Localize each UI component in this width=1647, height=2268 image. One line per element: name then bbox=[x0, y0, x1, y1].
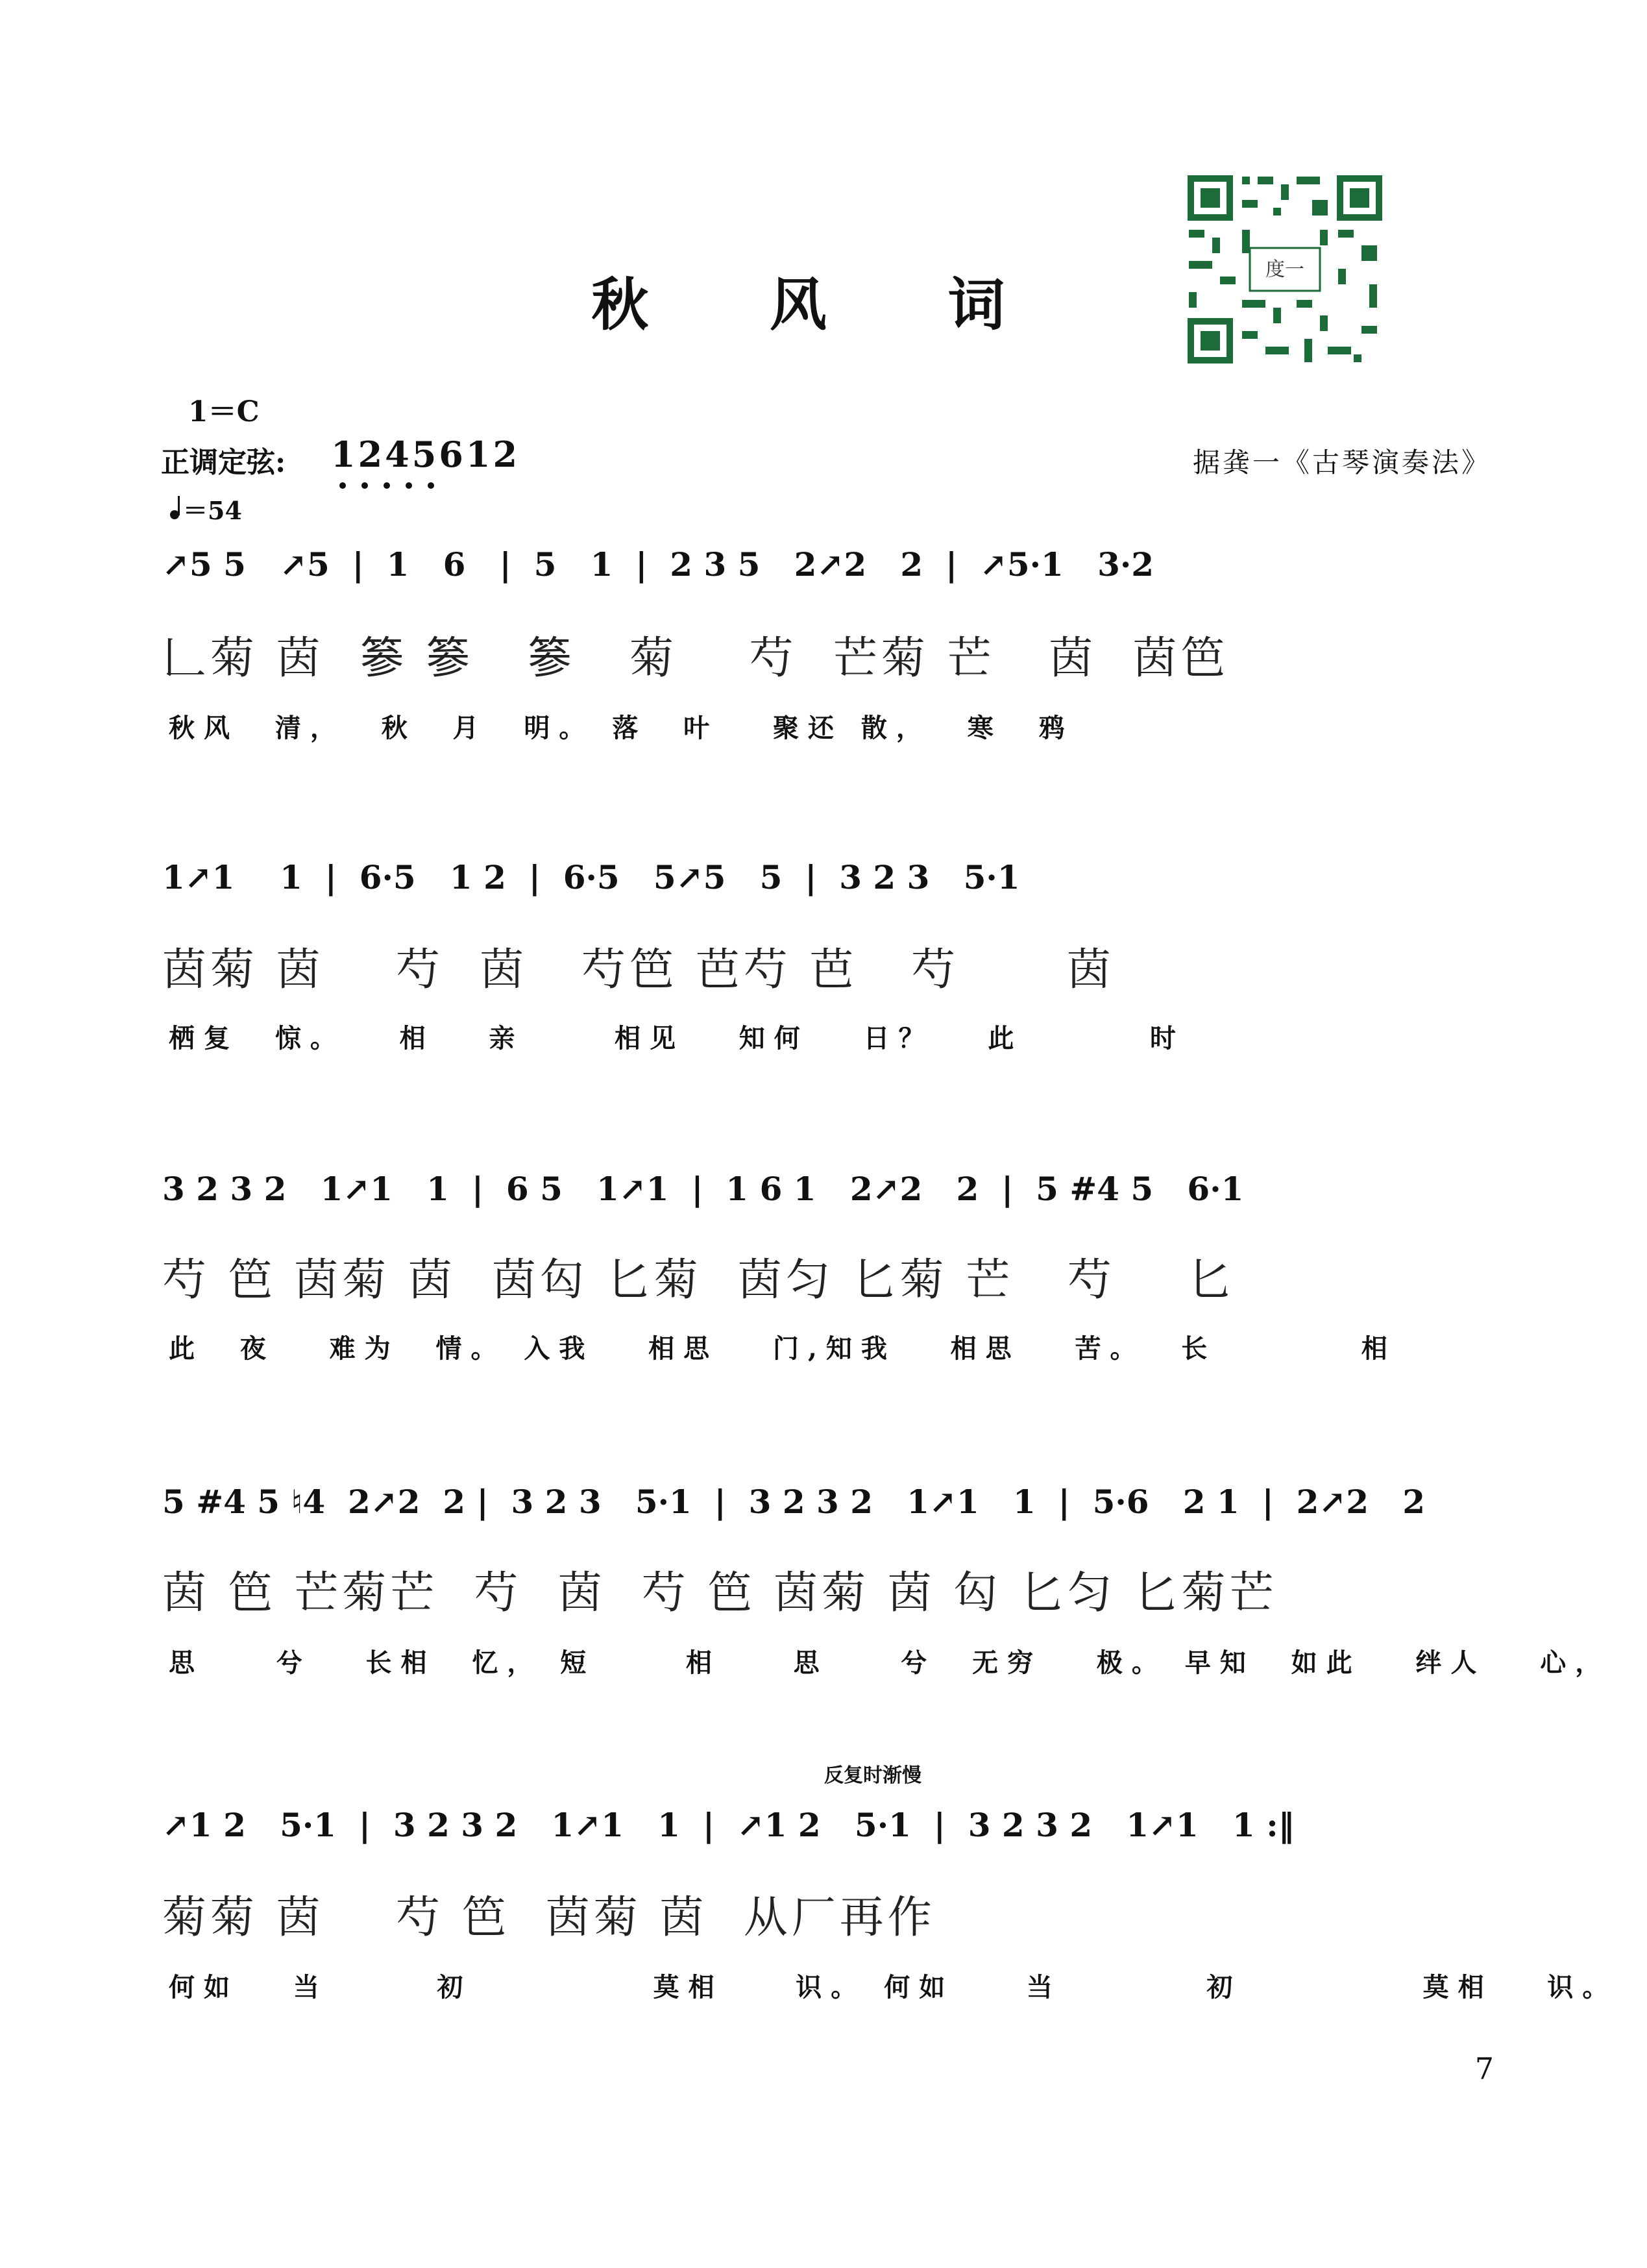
notation-line-1 bbox=[0, 545, 1647, 597]
notation-line-2 bbox=[0, 858, 1647, 910]
source-citation: 据龚一《古琴演奏法》 bbox=[1192, 447, 1491, 478]
notation-notes: 5 #4 5 ♮4 2↗2 2 | 3 2 3 5·1 | 3 2 3 2 1↗1 1 | 5·6 2 1 | 2↗2 2 bbox=[162, 1483, 1426, 1521]
qr-code-icon bbox=[1182, 170, 1387, 369]
jianzi-line-1: 𠃊菊 茵 𥮾 𥮾 𥮾 菊 芍 芒菊 芒 茵 茵笆 bbox=[162, 633, 1229, 684]
quarter-note-icon bbox=[170, 510, 179, 519]
page-number: 7 bbox=[1474, 2051, 1494, 2086]
tempo-value: ＝54 bbox=[183, 496, 242, 525]
tuning-label: 正调定弦: bbox=[161, 446, 286, 479]
jianzi-line-2: 茵菊 茵 芍 茵 芍笆 芭芍 芭 芍 茵 bbox=[162, 944, 1115, 996]
key-signature: 1＝C bbox=[188, 395, 260, 428]
low-octave-dots bbox=[331, 480, 480, 491]
notation-notes: 1↗1 1 | 6·5 1 2 | 6·5 5↗5 5 | 3 2 3 5·1 bbox=[162, 858, 1020, 896]
notation-notes: ↗5 5 ↗5 | 1 6 | 5 1 | 2 3 5 2↗2 2 | ↗5·1 3·2 bbox=[162, 545, 1154, 584]
jianzi-line-4: 茵 笆 芒菊芒 芍 茵 芍 笆 茵菊 茵 匃 匕匀 匕菊芒 bbox=[162, 1568, 1278, 1619]
notation-notes: ↗1 2 5·1 | 3 2 3 2 1↗1 1 | ↗1 2 5·1 | 3 2 3 2 1↗1 1 :‖ bbox=[162, 1806, 1295, 1844]
page-title: 秋 风 词 bbox=[591, 271, 1056, 338]
jianzi-line-5: 菊菊 茵 芍 笆 茵菊 茵 从厂再作 bbox=[162, 1892, 936, 1943]
tuning-notes bbox=[331, 434, 520, 475]
notation-line-5 bbox=[0, 1806, 1647, 1858]
jianzi-line-3: 芍 笆 茵菊 茵 茵匃 匕菊 茵匀 匕菊 芒 芍 匕 bbox=[162, 1255, 1236, 1306]
lyrics-line-2: 栖复 惊。 相 亲 相见 知何 日？ 此 时 bbox=[169, 1023, 1185, 1054]
performance-note: 反复时渐慢 bbox=[824, 1764, 921, 1787]
tempo-marking bbox=[170, 491, 242, 526]
notation-line-4 bbox=[0, 1483, 1647, 1535]
svg-text:度一: 度一 bbox=[1265, 258, 1304, 281]
tuning-notes-text: 1245612 bbox=[331, 434, 520, 475]
notation-line-3 bbox=[0, 1170, 1647, 1222]
lyrics-line-3: 此 夜 难为 情。 入我 相思 门,知我 相思 苦。 长 相 bbox=[169, 1333, 1397, 1364]
lyrics-line-5: 何如 当 初 莫相 识。 何如 当 初 莫相 识。 bbox=[169, 1972, 1618, 2003]
qr-code[interactable] bbox=[1182, 170, 1387, 369]
lyrics-line-4: 思 兮 长相 忆， 短 相 思 兮 无穷 极。 早知 如此 绊人 心， bbox=[169, 1647, 1611, 1678]
notation-notes: 3 2 3 2 1↗1 1 | 6 5 1↗1 | 1 6 1 2↗2 2 | 5 #4 5 6·1 bbox=[162, 1170, 1244, 1208]
lyrics-line-1: 秋风 清， 秋 月 明。 落 叶 聚还 散， 寒 鸦 bbox=[169, 713, 1074, 743]
